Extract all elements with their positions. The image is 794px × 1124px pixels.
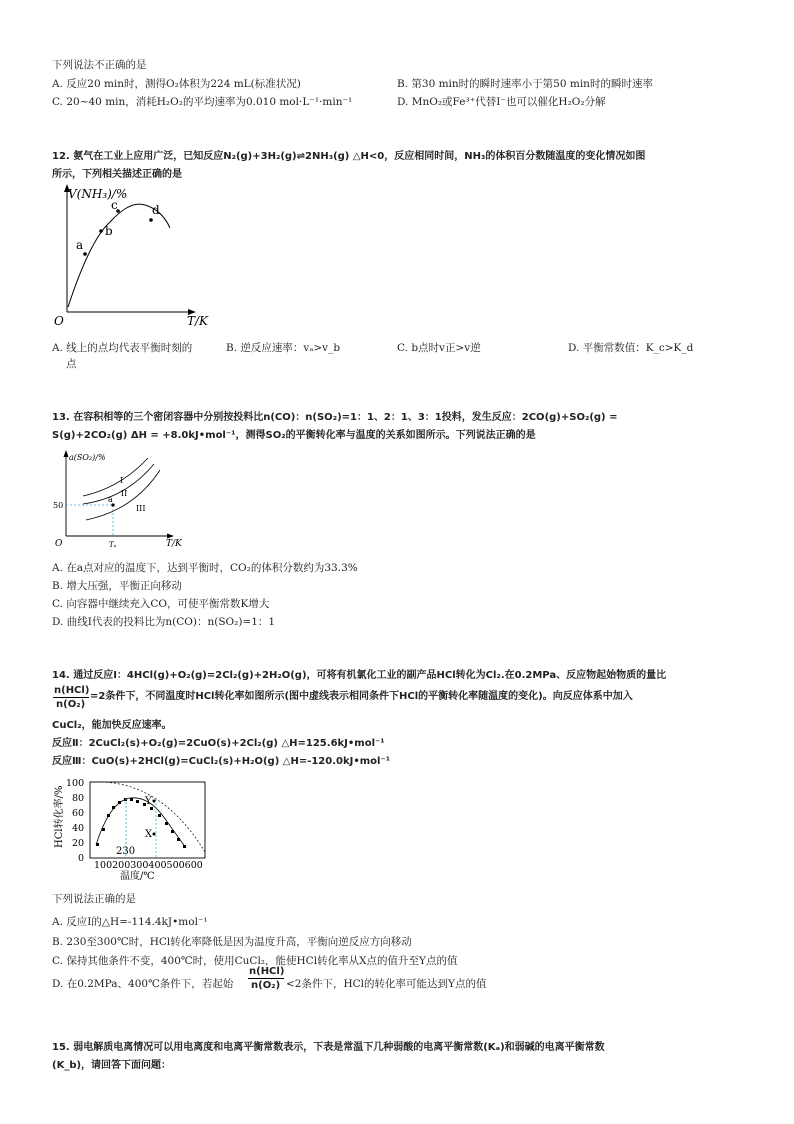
q12-point-a: a bbox=[76, 238, 84, 252]
q14-mark-230: 230 bbox=[116, 846, 136, 857]
q12-point-d: d bbox=[152, 203, 160, 217]
q14-point-x: X bbox=[145, 829, 153, 840]
q13-graph-ylabel: a(SO₂)/% bbox=[69, 453, 106, 462]
q15-stem-line1: 15. 弱电解质电离情况可以用电离度和电离平衡常数表示，下表是常温下几种弱酸的电离平衡常数(Kₐ)和弱碱的电离平衡常数 bbox=[52, 1042, 605, 1053]
q14-graph-xlabel: 温度/℃ bbox=[120, 871, 155, 882]
q14-frac-num: n(HCl) bbox=[54, 685, 90, 696]
q14-option-b: B. 230至300℃时，HCl转化率降低是因为温度升高，平衡向逆反应方向移动 bbox=[52, 936, 412, 948]
q14-option-d-post: <2条件下，HCl的转化率可能达到Y点的值 bbox=[286, 978, 487, 990]
q11-option-a: A. 反应20 min时，测得O₂体积为224 mL(标准状况) bbox=[52, 78, 301, 90]
q13-curve-III: III bbox=[136, 504, 146, 513]
q14-d-frac-num: n(HCl) bbox=[249, 966, 285, 977]
q14-option-d-pre: D. 在0.2MPa、400℃条件下，若起始 bbox=[52, 978, 234, 990]
q13-stem-line1: 13. 在容积相等的三个密闭容器中分别按投料比n(CO)：n(SO₂)=1：1、2：1、3：1投料，发生反应：2CO(g)+SO₂(g) = bbox=[52, 412, 618, 423]
q14-y-tick-20: 20 bbox=[72, 838, 85, 849]
q14-option-c: C. 保持其他条件不变，400℃时，使用CuCl₂，能使HCl转化率从X点的值升至Y点的值 bbox=[52, 955, 458, 967]
q12-point-c: c bbox=[111, 198, 118, 212]
q11-option-d: D. MnO₂或Fe³⁺代替I⁻也可以催化H₂O₂分解 bbox=[397, 96, 606, 108]
q14-reaction-3: 反应Ⅲ：CuO(s)+2HCl(g)=CuCl₂(s)+H₂O(g) △H=-120.0kJ•mol⁻¹ bbox=[52, 756, 391, 767]
q13-option-a: A. 在a点对应的温度下，达到平衡时，CO₂的体积分数约为33.3% bbox=[52, 562, 358, 574]
q14-stem-line1: 14. 通过反应Ⅰ：4HCl(g)+O₂(g)=2Cl₂(g)+2H₂O(g)，可将有机氯化工业的副产品HCl转化为Cl₂.在0.2MPa、反应物起始物质的量比 bbox=[52, 670, 667, 681]
q14-frac-den: n(O₂) bbox=[56, 699, 86, 710]
q12-stem-line2: 所示，下列相关描述正确的是 bbox=[52, 169, 182, 180]
q12-stem-line1: 12. 氨气在工业上应用广泛，已知反应N₂(g)+3H₂(g)⇌2NH₃(g) △H<0，反应相同时间，NH₃的体积百分数随温度的变化情况如图 bbox=[52, 151, 646, 162]
q14-stem: 下列说法正确的是 bbox=[52, 893, 136, 905]
q12-graph bbox=[50, 180, 220, 330]
q13-option-c: C. 向容器中继续充入CO，可使平衡常数K增大 bbox=[52, 598, 270, 610]
q13-graph-origin: O bbox=[55, 539, 63, 549]
q12-option-c: C. b点时v正>v逆 bbox=[397, 342, 481, 354]
q12-option-a: A. 线上的点均代表平衡时刻的 bbox=[52, 342, 193, 354]
q14-y-tick-60: 60 bbox=[72, 808, 85, 819]
q14-y-tick-40: 40 bbox=[72, 823, 85, 834]
q14-y-tick-100: 100 bbox=[66, 778, 85, 789]
q14-stem-line2: =2条件下，不同温度时HCl转化率如图所示(图中虚线表示相同条件下HCl的平衡转化率随温度的变化)。向反应体系中加入 bbox=[90, 691, 633, 702]
q13-graph bbox=[50, 448, 190, 553]
q13-option-d: D. 曲线I代表的投料比为n(CO)：n(SO₂)=1：1 bbox=[52, 616, 276, 628]
q13-point-a: a bbox=[108, 495, 113, 504]
q12-graph-origin: O bbox=[54, 314, 64, 328]
q14-y-tick-80: 80 bbox=[72, 793, 85, 804]
q13-option-b: B. 增大压强，平衡正向移动 bbox=[52, 580, 182, 592]
q11-stem: 下列说法不正确的是 bbox=[52, 59, 147, 71]
q12-point-b: b bbox=[105, 224, 113, 238]
q13-curve-I: I bbox=[120, 476, 124, 485]
q11-option-c: C. 20~40 min，消耗H₂O₂的平均速率为0.010 mol·L⁻¹·min⁻¹ bbox=[52, 96, 353, 108]
q14-graph bbox=[50, 776, 210, 880]
q12-graph-ylabel: V(NH₃)/% bbox=[68, 187, 128, 201]
q12-option-a-cont: 点 bbox=[66, 358, 77, 370]
q13-graph-ta: Tₐ bbox=[109, 541, 117, 549]
q14-point-y: Y bbox=[145, 796, 152, 807]
q14-x-ticks: 100200300400500600 bbox=[94, 860, 203, 871]
q14-reaction-2: 反应Ⅱ：2CuCl₂(s)+O₂(g)=2CuO(s)+2Cl₂(g) △H=125.6kJ•mol⁻¹ bbox=[52, 738, 385, 749]
q13-graph-xlabel: T/K bbox=[166, 539, 182, 549]
q14-y-tick-0: 0 bbox=[78, 853, 85, 864]
q14-d-frac-den: n(O₂) bbox=[251, 980, 281, 991]
q12-option-d: D. 平衡常数值：K_c>K_d bbox=[568, 342, 694, 354]
q14-stem-line3: CuCl₂，能加快反应速率。 bbox=[52, 720, 172, 731]
q11-option-b: B. 第30 min时的瞬时速率小于第50 min时的瞬时速率 bbox=[397, 78, 653, 90]
q13-graph-y50: 50 bbox=[53, 501, 64, 510]
q14-option-a: A. 反应Ⅰ的△H=-114.4kJ•mol⁻¹ bbox=[52, 916, 208, 928]
q14-frac-bar bbox=[53, 697, 89, 698]
q15-stem-line2: (K_b)，请回答下面问题： bbox=[52, 1060, 172, 1071]
q14-d-frac-bar bbox=[248, 978, 284, 979]
q12-option-b: B. 逆反应速率：vₐ>v_b bbox=[226, 342, 341, 354]
q13-stem-line2: S(g)+2CO₂(g) ΔH = +8.0kJ•mol⁻¹，测得SO₂的平衡转化率与温度的关系如图所示。下列说法正确的是 bbox=[52, 430, 536, 441]
q14-graph-ylabel: HCl转化率/% bbox=[54, 785, 65, 848]
q13-curve-II: II bbox=[121, 489, 128, 498]
q12-graph-xlabel: T/K bbox=[187, 314, 209, 328]
